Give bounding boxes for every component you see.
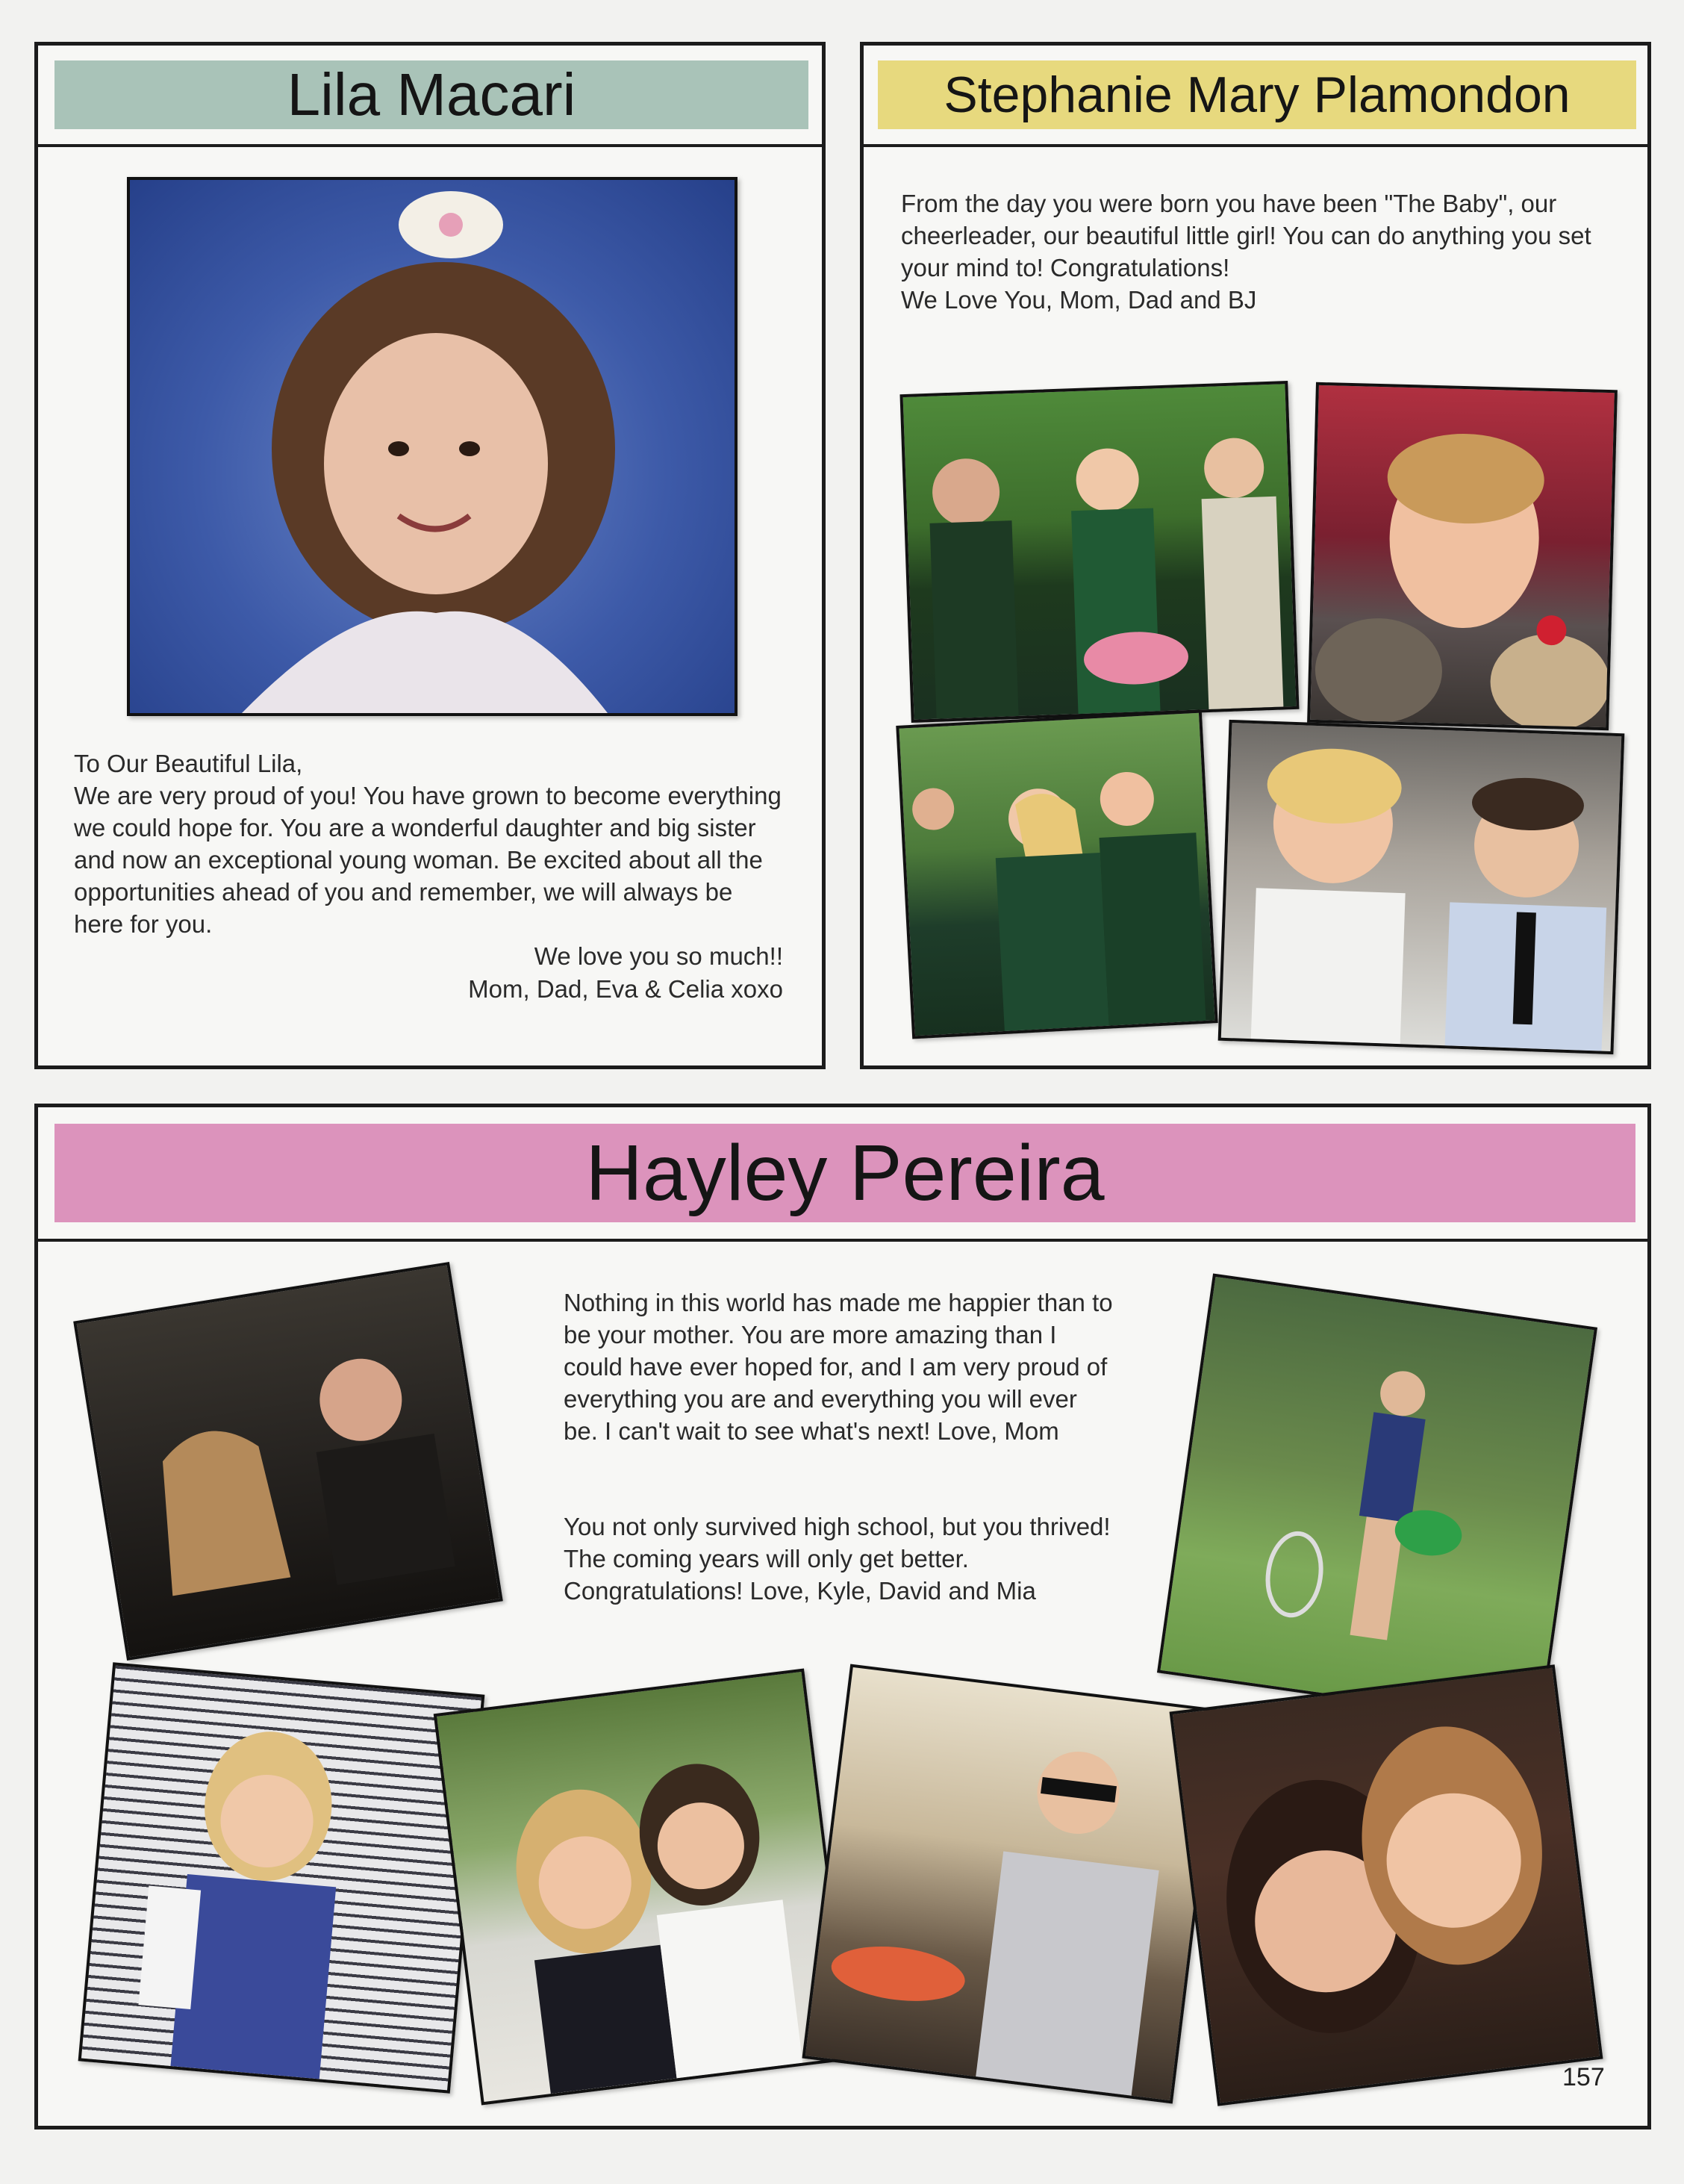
hayley-photo-lacrosse-field [1157,1273,1597,1726]
friends-closeup-scene [1173,1668,1600,2103]
lila-message: To Our Beautiful Lila, We are very proud of you! You have grown to become everything we could hope for. You are a wonderful daughter and big sister and now an exceptional young woman. Be excited about all the opportunities ahead of you and remember, we will always be here for you. [74,750,782,938]
hayley-pereira-section [34,1104,1651,2129]
hayley-photo-restaurant [73,1262,503,1661]
hayley-message-siblings: You not only survived high school, but you thrived! The coming years will only get better. Congratulations! Love, Kyle, David and Mia [564,1513,1111,1605]
with-mother-scene [437,1672,849,2102]
lila-closing: We love you so much!! [534,942,783,970]
hayley-photo-birthday-cake [802,1664,1220,2104]
hayley-photo-friends-closeup [1170,1664,1603,2106]
school-uniform-scene [81,1666,481,2091]
stephanie-photo-cheerleaders [896,710,1217,1039]
stephanie-title-rule [864,144,1647,147]
hayley-photo-school-uniform [78,1662,485,2094]
hayley-title-rule [38,1239,1647,1242]
birthday-cake-scene [805,1667,1217,2100]
stephanie-plamondon-section [860,42,1651,1069]
stephanie-name: Stephanie Mary Plamondon [944,66,1571,123]
dogs-scene [1310,385,1615,727]
stephanie-message: From the day you were born you have been "The Baby", our cheerleader, our beautiful little girl! You can do anything you set your mind to! Congratulations! We Love You, Mom, Dad and BJ [901,190,1591,314]
lila-portrait-photo [127,177,737,716]
cheerleaders-scene [899,713,1214,1036]
portrait-child-illustration [130,180,735,713]
stephanie-photo-dogs [1307,382,1618,730]
lila-title-bar [54,60,808,129]
lila-name: Lila Macari [287,61,576,128]
hayley-photo-with-mother [434,1669,852,2106]
stephanie-title-bar [878,60,1636,129]
lacrosse-field-scene [1160,1277,1594,1723]
brother-scene [1221,723,1621,1051]
page-number: 157 [1562,2063,1605,2091]
hayley-message-mom: Nothing in this world has made me happier than to be your mother. You are more amazing than I could have ever hoped for, and I am very proud of everything you are and everything you will ever be. I can't wait to see what's next! Love, Mom [564,1289,1113,1445]
restaurant-scene [77,1266,500,1658]
lila-macari-section [34,42,826,1069]
homecoming-scene [903,384,1297,720]
lila-title-rule [38,144,822,147]
hayley-title-bar [54,1124,1635,1222]
stephanie-photo-homecoming [899,381,1299,723]
lila-signature: Mom, Dad, Eva & Celia xoxo [468,975,783,1003]
hayley-name: Hayley Pereira [585,1128,1105,1217]
stephanie-photo-with-brother [1218,720,1625,1054]
